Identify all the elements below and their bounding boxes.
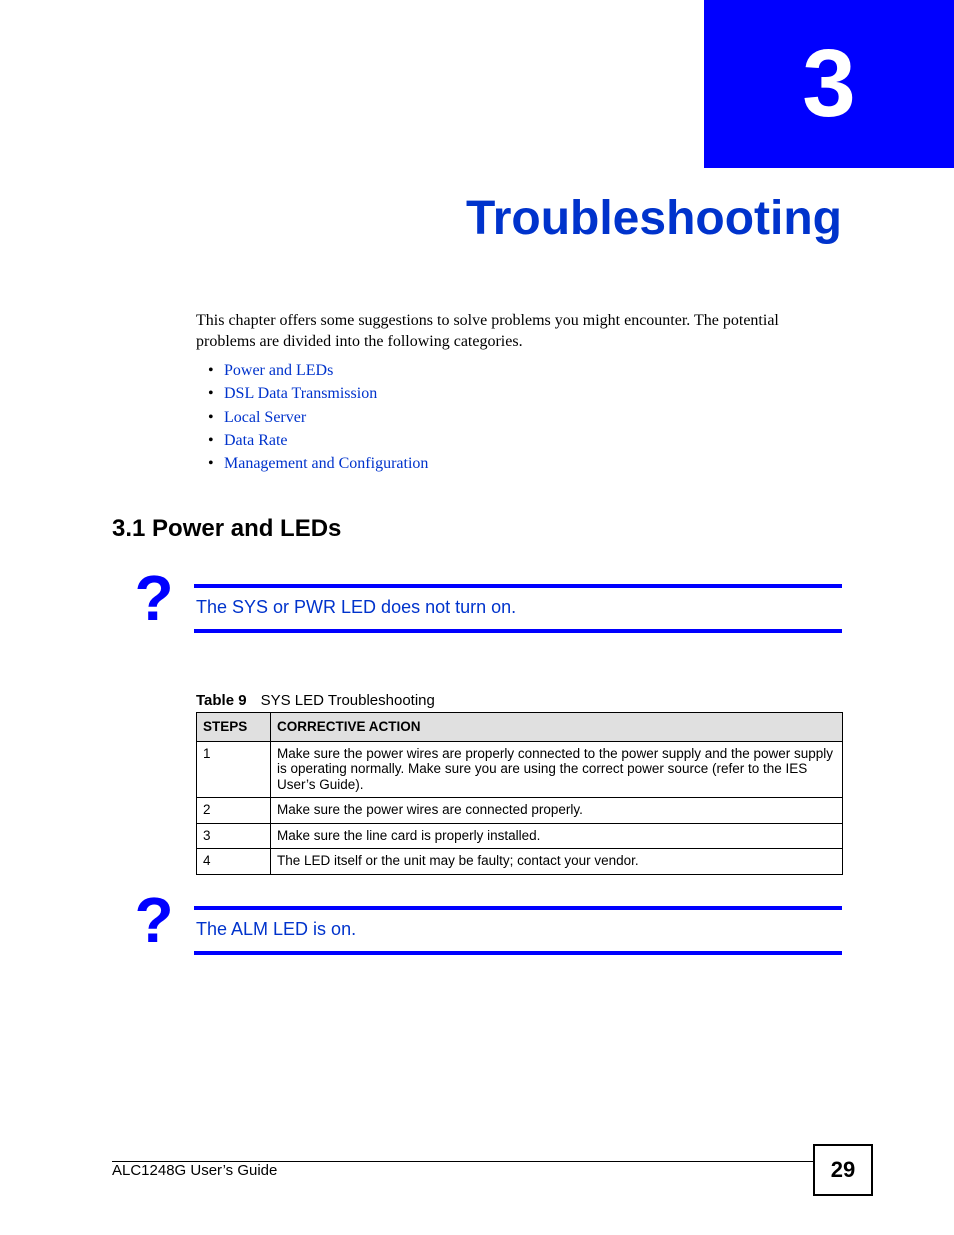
link-local-server[interactable]: Local Server <box>224 408 307 426</box>
chapter-number-box <box>704 0 954 168</box>
intro-paragraph: This chapter offers some suggestions to solve problems you might encounter. The potential problems are divided into the following categories. <box>196 312 779 350</box>
bullet-icon: • <box>208 431 214 449</box>
question-top-rule <box>194 906 842 910</box>
troubleshooting-table <box>196 712 843 875</box>
chapter-number: 3 <box>802 30 856 137</box>
footer-guide-title: ALC1248G User’s Guide <box>112 1162 278 1179</box>
question-mark-icon: ? <box>134 884 174 956</box>
action-cell: The LED itself or the unit may be faulty; contact your vendor. <box>271 849 843 875</box>
table-row <box>197 823 843 849</box>
question-top-rule <box>194 584 842 588</box>
bullet-icon: • <box>208 385 214 403</box>
table-header-row <box>197 713 843 742</box>
page-number-box <box>813 1144 873 1196</box>
chapter-title: Troubleshooting <box>466 192 842 245</box>
link-management-and-configuration[interactable]: Management and Configuration <box>224 455 429 473</box>
table-caption-title: SYS LED Troubleshooting <box>260 692 435 709</box>
link-data-rate[interactable]: Data Rate <box>224 431 288 449</box>
list-item <box>208 359 428 382</box>
section-heading: 3.1 Power and LEDs <box>112 515 342 542</box>
link-dsl-data-transmission[interactable]: DSL Data Transmission <box>224 385 378 403</box>
page-number: 29 <box>830 1157 856 1182</box>
question-bottom-rule <box>194 951 842 955</box>
step-cell: 2 <box>197 798 271 824</box>
table-row <box>197 849 843 875</box>
list-item <box>208 382 428 405</box>
question-mark-icon: ? <box>134 562 174 634</box>
question-bottom-rule <box>194 629 842 633</box>
step-cell: 3 <box>197 823 271 849</box>
table-row <box>197 798 843 824</box>
list-item <box>208 429 428 452</box>
list-item <box>208 452 428 475</box>
column-header-action: CORRECTIVE ACTION <box>271 713 843 742</box>
action-cell: Make sure the power wires are properly connected to the power supply and the power supply is operating normally. Make sure you are using the correct power source (refer to the IES User’s Guide). <box>271 741 843 798</box>
category-list <box>208 359 428 475</box>
bullet-icon: • <box>208 455 214 473</box>
bullet-icon: • <box>208 362 214 379</box>
table-row <box>197 741 843 798</box>
action-cell: Make sure the power wires are connected properly. <box>271 798 843 824</box>
column-header-steps: STEPS <box>197 713 271 742</box>
bullet-icon: • <box>208 408 214 426</box>
action-cell: Make sure the line card is properly installed. <box>271 823 843 849</box>
question-text: The SYS or PWR LED does not turn on. <box>196 597 517 617</box>
question-text: The ALM LED is on. <box>196 919 357 939</box>
list-item <box>208 406 428 429</box>
step-cell: 4 <box>197 849 271 875</box>
step-cell: 1 <box>197 741 271 798</box>
table-caption-label: Table 9 <box>196 692 247 709</box>
link-power-and-leds[interactable]: Power and LEDs <box>224 362 334 379</box>
table-caption <box>196 692 435 709</box>
